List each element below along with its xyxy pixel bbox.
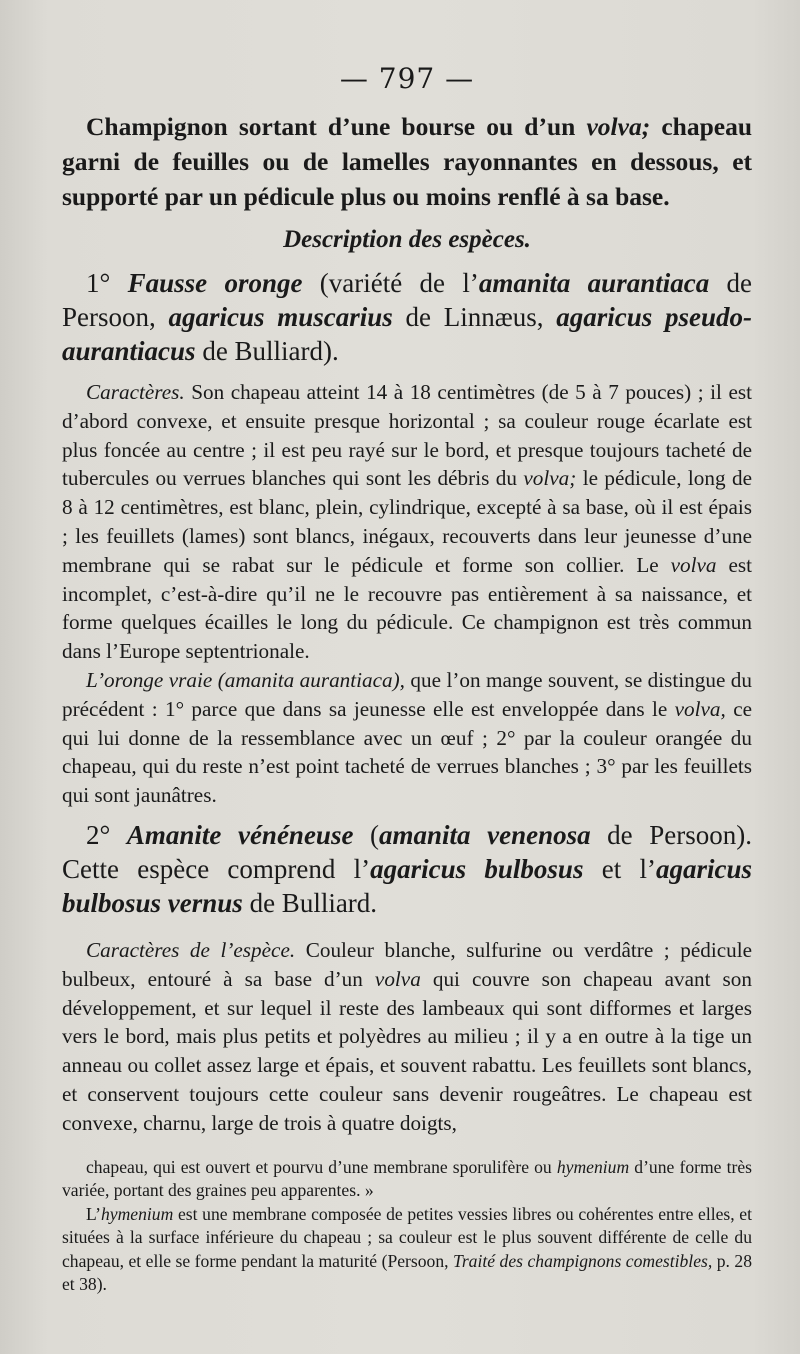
species-1-title: 1° Fausse oronge (variété de l’amanita aurantiaca de Persoon, agaricus muscarius de Linnæus, agaricus pseudo-aurantiacus de Bulliard). [62, 268, 753, 366]
species-1-characters: Caractères. Son chapeau atteint 14 à 18 centimètres (de 5 à 7 pouces) ; il est d’abord convexe, et ensuite presque horizontal ; sa couleur rouge écarlate est plus foncée au centre ; il est peu rayé sur le bord, et presque toujours tacheté de tubercules ou verrues blanches qui sont les débris du volva; le pédicule, long de 8 à 12 centimètres, est blanc, plein, cylindrique, excepté à sa base, où il est épais ; les feuillets (lames) sont blancs, inégaux, recouverts dans leur jeunesse d’une membrane qui se rabat sur le pédicule et forme son collier. Le volva est incomplet, c’est-à-dire qu’il ne le recouvre pas entièrement à sa naissance, et forme quelques écailles le long du pédicule. Ce champignon est très commun dans l’Europe septentrionale. [62, 380, 752, 664]
species-2-title: 2° Amanite vénéneuse (amanita venenosa de Persoon). Cette espèce comprend l’agaricus bulbosus et l’agaricus bulbosus vernus de Bulliard. [62, 819, 752, 918]
footnote-2: L’hymenium est une membrane composée de petites vessies libres ou cohérentes entre elles, et situées à la surface inférieure du chapeau ; sa couleur est le plus souvent différente de celle du chapeau, et elle se forme pendant la maturité (Persoon, Traité des champignons comestibles, p. 28 et 38). [62, 1203, 752, 1295]
page-number: — 797 — [339, 62, 475, 95]
footnote-1: chapeau, qui est ouvert et pourvu d’une membrane sporulifère ou hymenium d’une forme très variée, portant des graines peu apparentes. » [62, 1156, 752, 1201]
species-2-characters: Caractères de l’espèce. Couleur blanche, sulfurine ou verdâtre ; pédicule bulbeux, entouré à sa base d’un volva qui couvre son chapeau avant son développement, et sur lequel il reste des lambeaux qui sont difformes et larges vers le bord, mais plus petits et polyèdres au milieu ; il y a en outre à la tige un anneau ou collet assez large et épais, et souvent rabattu. Les feuillets sont blancs, et conservent toujours cette couleur sans devenir rougeâtres. Le chapeau est convexe, charnu, large de trois à quatre doigts, [62, 937, 753, 1135]
intro-paragraph: Champignon sortant d’une bourse ou d’un volva; chapeau garni de feuilles ou de lamelles rayonnantes en dessous, et supporté par un pédicule plus ou moins renflé à sa base. [62, 112, 753, 211]
oronge-vraie-paragraph: L’oronge vraie (amanita aurantiaca), que l’on mange souvent, se distingue du précédent : 1° parce que dans sa jeunesse elle est enveloppée dans le volva, ce qui lui donne de la ressemblance avec un œuf ; 2° par la couleur orangée du chapeau, qui du reste n’est point tacheté de verrues blanches ; 3° par les feuillets qui sont jaunâtres. [62, 667, 752, 808]
section-heading: Description des espèces. [283, 226, 531, 253]
